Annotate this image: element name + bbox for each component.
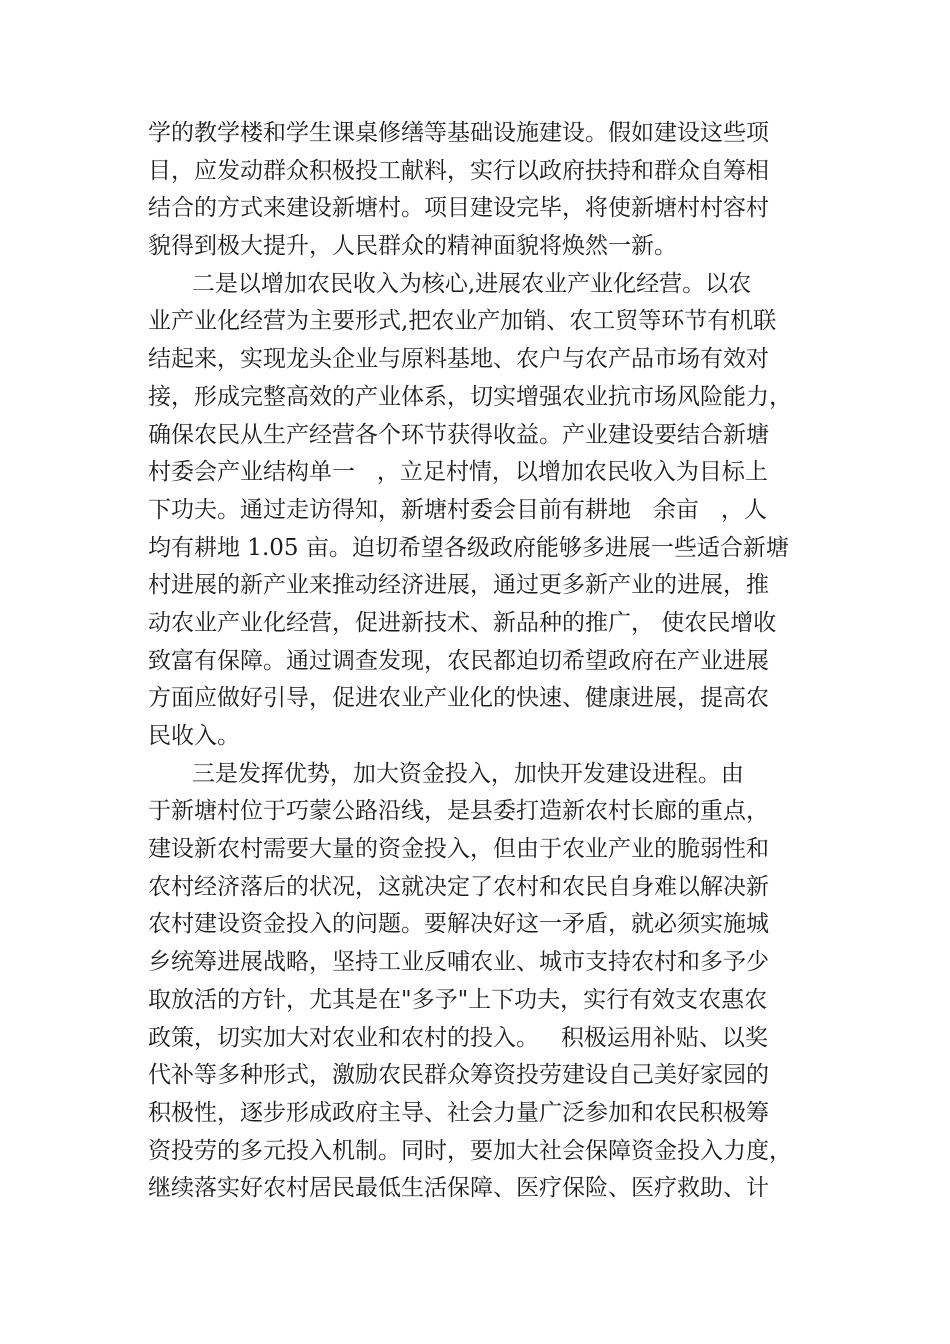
text-line: 农村经济落后的状况，这就决定了农村和农民自身难以解决新 — [148, 873, 769, 900]
text-line: 代补等多种形式，激励农民群众筹资投劳建设自己美好家园的 — [148, 1062, 769, 1089]
text-line: 方面应做好引导，促进农业产业化的快速、健康进展，提高农 — [148, 685, 769, 712]
text-line: 目，应发动群众积极投工献料，实行以政府扶持和群众自筹相 — [148, 157, 769, 184]
text-line: 资投劳的多元投入机制。同时，要加大社会保障资金投入力度， — [148, 1137, 792, 1164]
text-line: 民收入。 — [148, 723, 240, 749]
text-line: 农村建设资金投入的问题。要解决好这一矛盾，就必须实施城 — [148, 911, 769, 938]
text-line: 结起来，实现龙头企业与原料基地、农户与农产品市场有效对 — [148, 346, 769, 373]
paragraph-start-line: 三是发挥优势，加大资金投入，加快开发建设进程。由 — [148, 760, 744, 787]
text-line: 接，形成完整高效的产业体系，切实增强农业抗市场风险能力， — [148, 383, 792, 410]
text-line: 业产业化经营为主要形式,把农业产加销、农工贸等环节有机联 — [148, 308, 777, 335]
text-line: 学的教学楼和学生课桌修缮等基础设施建设。假如建设这些项 — [148, 120, 769, 146]
paragraph-start-line: 二是以增加农民收入为核心,进展农业产业化经营。以农 — [148, 270, 752, 297]
text-line: 确保农民从生产经营各个环节获得收益。产业建设要结合新塘 — [148, 421, 769, 448]
text-line: 村进展的新产业来推动经济进展，通过更多新产业的进展，推 — [148, 572, 769, 599]
text-line: 政策，切实加大对农业和农村的投入。 积极运用补贴、以奖 — [148, 1024, 768, 1051]
body-text — [148, 115, 808, 1208]
text-line: 下功夫。通过走访得知，新塘村委会目前有耕地 余亩 ，人 — [148, 496, 767, 523]
text-line: 于新塘村位于巧蒙公路沿线，是县委打造新农村长廊的重点， — [148, 798, 769, 825]
text-line: 貌得到极大提升，人民群众的精神面貌将焕然一新。 — [148, 233, 677, 260]
text-line: 村委会产业结构单一 ，立足村情，以增加农民收入为目标上 — [148, 459, 768, 486]
text-line: 结合的方式来建设新塘村。项目建设完毕，将使新塘村村容村 — [148, 195, 769, 222]
text-line: 取放活的方针，尤其是在"多予"上下功夫，实行有效支农惠农 — [148, 986, 768, 1013]
text-line: 建设新农村需要大量的资金投入，但由于农业产业的脆弱性和 — [148, 836, 769, 863]
text-line: 致富有保障。通过调查发现，农民都迫切希望政府在产业进展 — [148, 647, 769, 674]
text-line: 动农业产业化经营，促进新技术、新品种的推广， 使农民增收 — [148, 609, 777, 636]
text-line: 积极性，逐步形成政府主导、社会力量广泛参加和农民积极筹 — [148, 1099, 769, 1126]
text-line: 均有耕地 1.05 亩。迫切希望各级政府能够多进展一些适合新塘 — [148, 534, 789, 561]
text-line: 乡统筹进展战略，坚持工业反哺农业、城市支持农村和多予少 — [148, 949, 769, 976]
text-line: 继续落实好农村居民最低生活保障、医疗保险、医疗救助、计 — [148, 1175, 769, 1202]
